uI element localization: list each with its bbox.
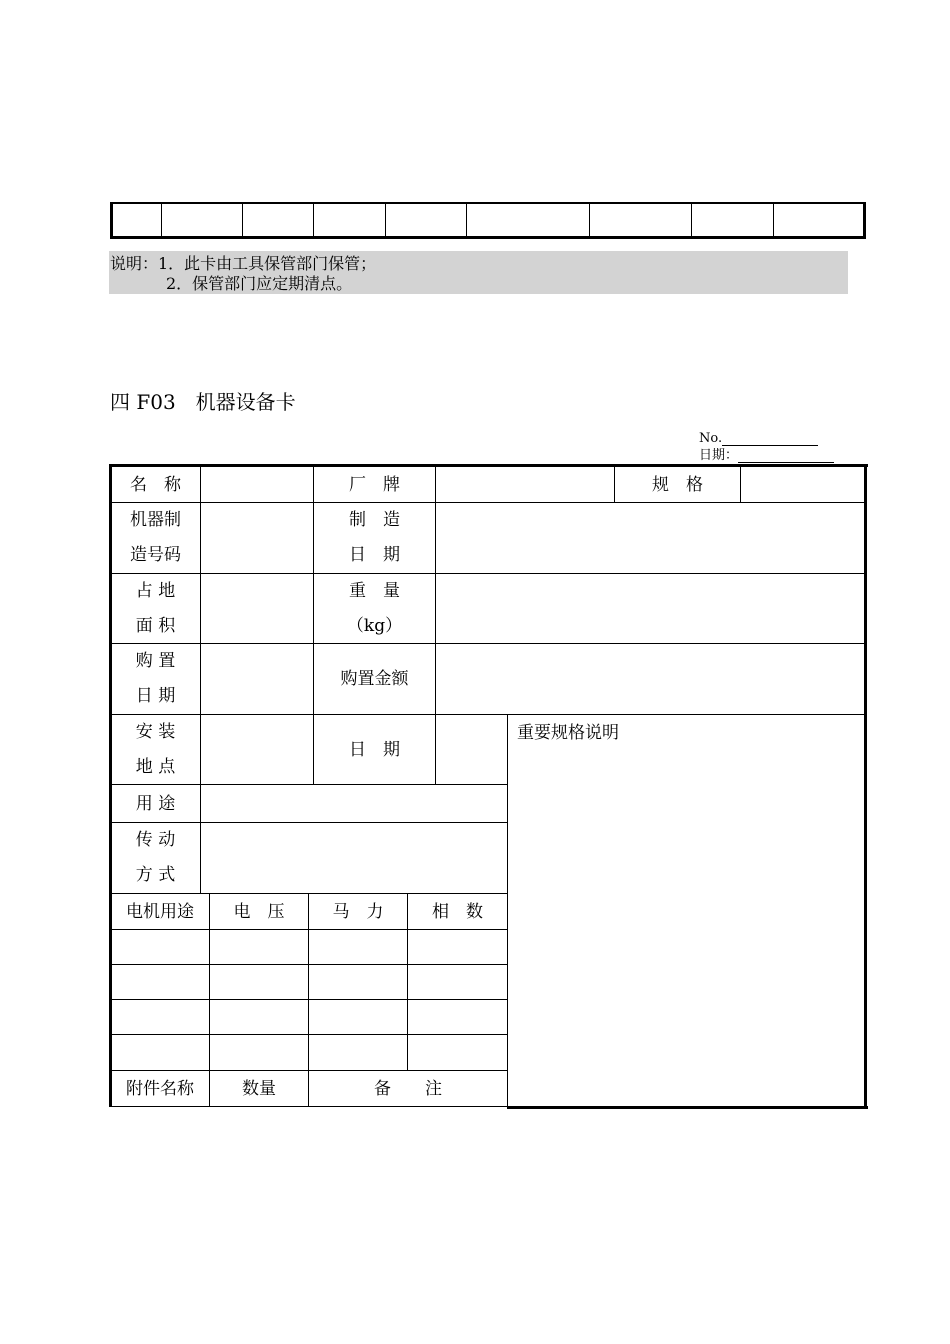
label-floor-area [111,574,200,643]
notes-band [109,251,848,294]
label-mfg-line-1: 制 造 [349,510,400,530]
date-underline[interactable] [738,451,834,463]
install-date-value-cell[interactable] [436,715,507,784]
motor-row[interactable] [111,930,507,964]
motor-row[interactable] [111,965,507,999]
label-purchase-line-1: 购 置 [135,651,176,671]
date-field[interactable] [699,448,834,463]
table-cell-divider [589,204,590,236]
label-install-line-1: 安 装 [135,721,176,742]
table-cell-divider [773,204,774,236]
brand-value-cell[interactable] [436,467,614,502]
label-purchase-date [111,644,200,714]
label-area-line-1: 占 地 [135,580,176,601]
label-spec: 规 格 [652,474,703,495]
label-drive-method [111,823,200,893]
motor-row[interactable] [111,1035,507,1070]
label-manufacture-date [314,503,435,573]
manufacture-date-value-cell[interactable] [436,503,864,573]
label-mfg-line-2: 日 期 [349,545,400,565]
usage-value-cell[interactable] [201,785,507,822]
note-line-1: 说明：1．此卡由工具保管部门保管； [110,254,377,273]
label-drive-line-2: 方 式 [135,865,176,885]
spec-value-cell[interactable] [741,467,864,502]
label-weight-unit: （kg） [346,615,403,636]
header-accessory-name: 附件名称 [126,1078,194,1099]
drive-method-value-cell[interactable] [201,823,507,893]
date-label: 日期： [699,448,739,463]
table-cell-divider [161,204,162,236]
header-phase: 相 数 [432,901,483,922]
table-cell-divider [691,204,692,236]
label-install-date: 日 期 [349,739,400,760]
serial-value-cell[interactable] [201,503,313,573]
name-value-cell[interactable] [201,467,313,502]
label-area-line-2: 面 积 [135,615,176,636]
header-remarks: 备 注 [374,1078,442,1099]
purchase-date-value-cell[interactable] [201,644,313,714]
card-border-right [864,464,867,1109]
table-cell-divider [385,204,386,236]
header-quantity: 数量 [242,1078,276,1099]
table-cell-divider [466,204,467,236]
label-drive-line-1: 传 动 [135,830,176,850]
previous-table-last-row [110,202,866,239]
label-install-line-2: 地 点 [135,756,176,777]
number-label: No. [699,431,723,446]
label-weight [314,574,435,643]
card-border-bottom-left [109,1106,507,1107]
label-install-location [111,715,200,784]
card-border-bottom-right [507,1106,868,1109]
label-serial-line-2: 造号码 [130,545,181,565]
header-voltage: 电 压 [233,901,285,922]
table-cell-divider [242,204,243,236]
label-brand: 厂 牌 [349,474,400,495]
number-field[interactable] [699,431,818,446]
weight-value-cell[interactable] [436,574,864,643]
area-value-cell[interactable] [201,574,313,643]
purchase-amount-value-cell[interactable] [436,644,864,714]
label-purchase-line-2: 日 期 [135,686,176,706]
label-serial-line-1: 机器制 [130,510,181,530]
table-cell-divider [313,204,314,236]
header-horsepower: 马 力 [332,901,384,922]
number-underline[interactable] [722,434,818,446]
label-name: 名 称 [130,474,181,495]
note-line-2: 2．保管部门应定期清点。 [166,274,353,293]
label-usage: 用 途 [135,793,176,814]
label-weight-line-1: 重 量 [349,580,400,601]
important-spec-notes[interactable]: 重要规格说明 [517,723,619,743]
label-serial-number [111,503,200,573]
header-motor-usage: 电机用途 [126,901,194,922]
install-location-value-cell[interactable] [201,715,313,784]
motor-row[interactable] [111,1000,507,1034]
label-purchase-amount: 购置金额 [340,669,409,689]
section-heading: 四 F03 机器设备卡 [110,390,296,414]
